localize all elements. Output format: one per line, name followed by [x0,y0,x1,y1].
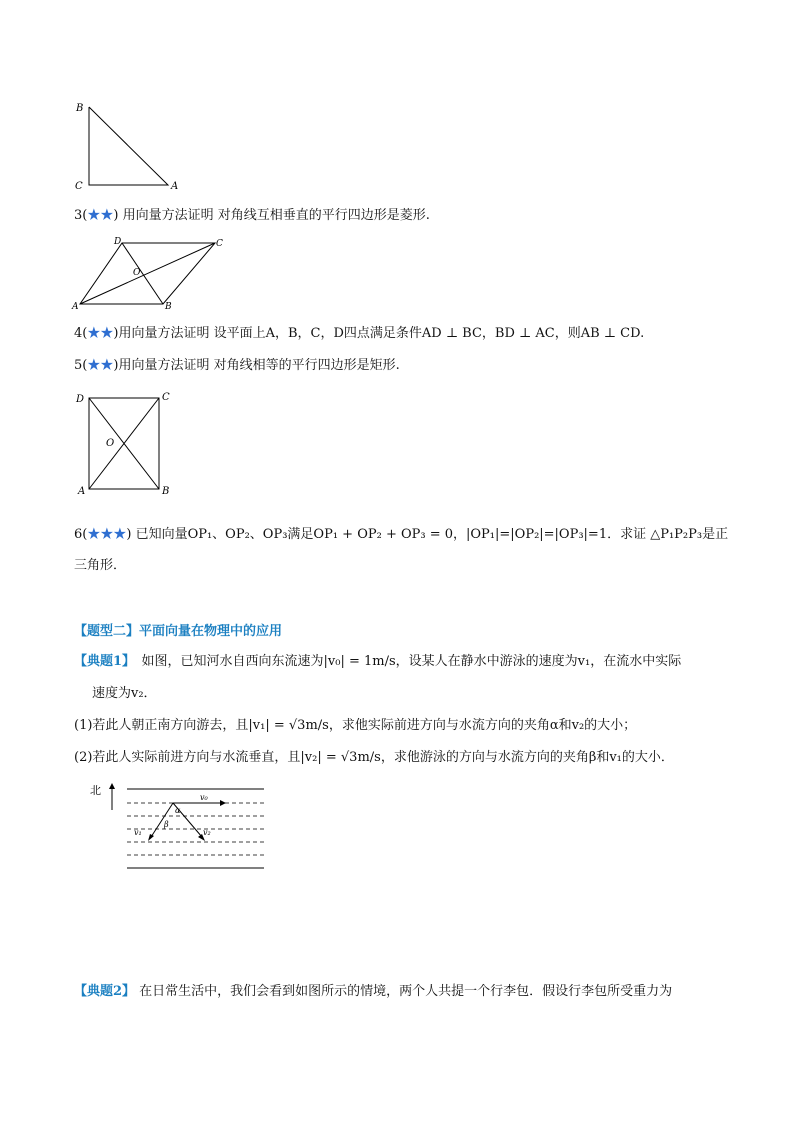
alpha-label: α [175,806,181,815]
question-3: 3(★★) 用向量方法证明 对角线互相垂直的平行四边形是菱形. [74,208,430,223]
label-A: A [78,486,86,497]
rhombus-figure [70,234,230,314]
question-6-line1: 6(★★★) 已知向量OP₁、OP₂、OP₃满足OP₁ + OP₂ + OP₃ = 0，|OP₁|=|OP₂|=|OP₃|=1．求证 △P₁P₂P₃是正 [74,527,729,542]
v0-label: v₀ [200,793,208,802]
beta-label: β [164,820,169,829]
north-label: 北 [90,784,101,797]
example-1-part1: (1)若此人朝正南方向游去，且|v₁| = √3m/s，求他实际前进方向与水流方向的夹角α和v₂的大小； [74,718,637,733]
question-4: 4(★★)用向量方法证明 设平面上A，B，C，D四点满足条件AD ⊥ BC，BD ⊥ AC，则AB ⊥ CD. [74,326,645,341]
difficulty-stars: ★★ [87,358,114,373]
label-C: C [75,181,83,192]
river-figure [80,780,280,875]
example-1-line1: 【典题1】 如图，已知河水自西向东流速为|v₀| = 1m/s，设某人在静水中游泳的速度为v₁，在流水中实际 [74,654,682,669]
label-O: O [133,268,141,278]
v1-label: v₁ [134,828,142,837]
question-5: 5(★★)用向量方法证明 对角线相等的平行四边形是矩形. [74,358,400,373]
label-O: O [106,438,115,449]
label-C: C [216,239,223,249]
label-B: B [76,103,84,114]
section-heading: 【题型二】平面向量在物理中的应用 [74,624,283,639]
example-1-line2: 速度为v₂． [92,686,157,701]
difficulty-stars: ★★★ [87,527,127,542]
label-B: B [165,302,172,312]
difficulty-stars: ★★ [87,326,114,341]
label-D: D [114,237,122,247]
v2-label: v₂ [203,828,211,837]
example-1-part2: (2)若此人实际前进方向与水流垂直，且|v₂| = √3m/s，求他游泳的方向与水流方向的夹角β和v₁的大小． [74,750,674,765]
difficulty-stars: ★★ [87,208,114,223]
label-D: D [76,394,85,405]
label-B: B [162,486,170,497]
label-A: A [72,302,79,312]
example-tag: 【典题2】 [74,984,136,999]
label-A: A [171,181,179,192]
label-C: C [162,392,170,403]
example-2-line1: 【典题2】 在日常生活中，我们会看到如图所示的情境，两个人共提一个行李包．假设行李包所受重力为 [74,984,673,999]
triangle-figure [70,98,190,194]
rectangle-figure [70,388,190,500]
question-6-line2: 三角形． [74,558,127,573]
example-tag: 【典题1】 [74,654,129,669]
